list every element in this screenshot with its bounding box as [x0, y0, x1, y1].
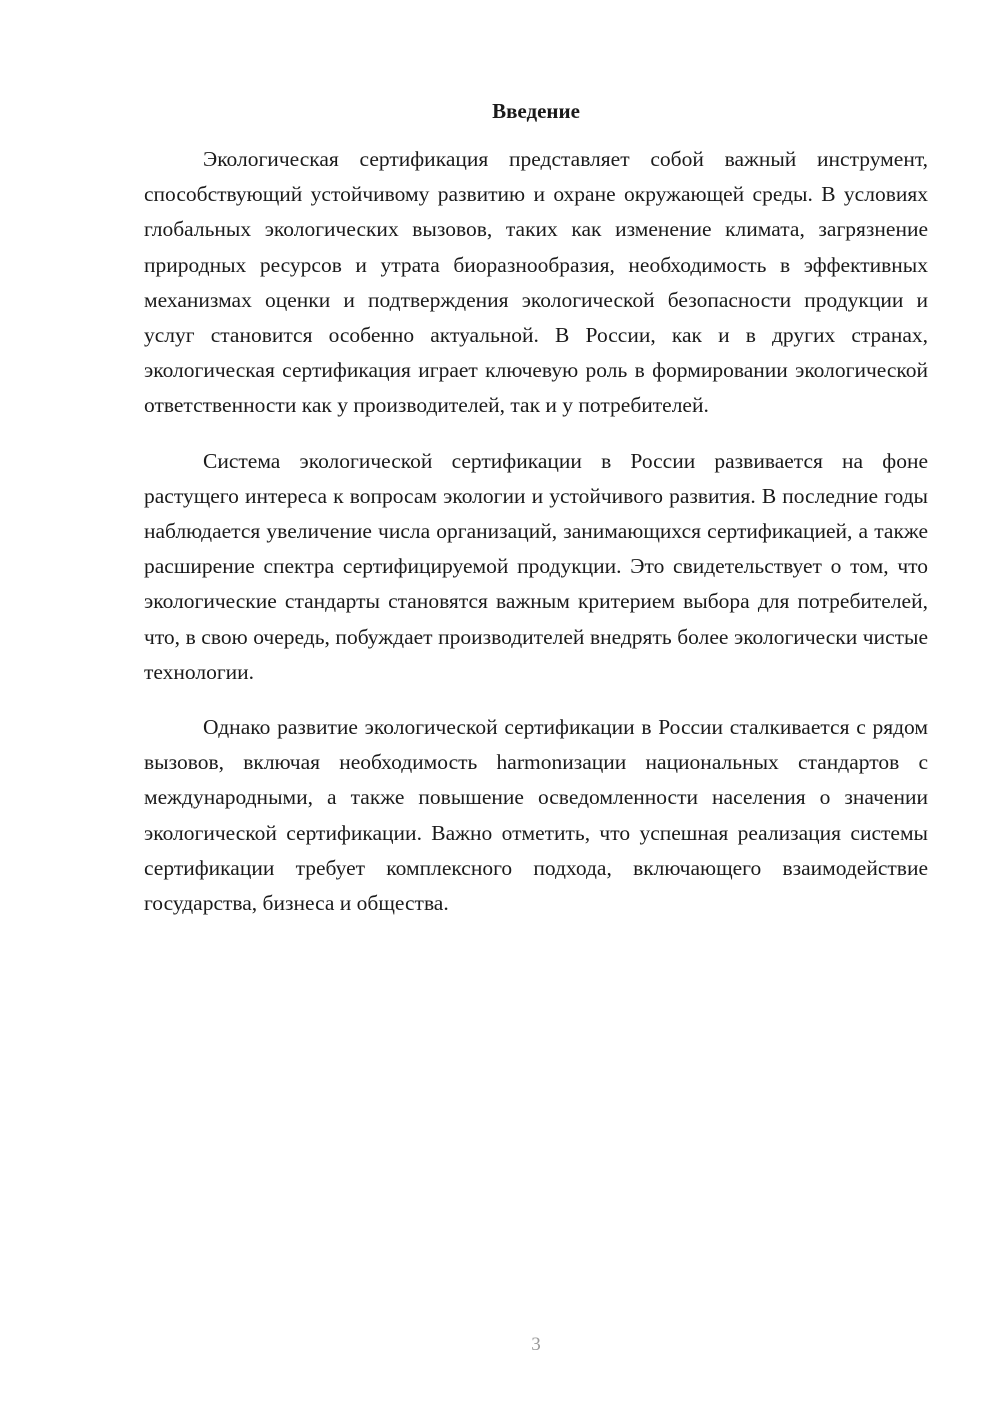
paragraph-1: Экологическая сертификация представляет собой важный инструмент, способствующий устойчивому развитию и охране окружающей среды. В условиях глобальных экологических вызовов, таких как изменение климата, загрязнение природных ресурсов и утрата биоразнообразия, необходимость в эффективных механизмах оценки и подтверждения экологической безопасности продукции и услуг становится особенно актуальной. В России, как и в других странах, экологическая сертификация играет ключевую роль в формировании экологической ответственности как у производителей, так и у потребителей. — [144, 147, 928, 418]
paragraph-3: Однако развитие экологической сертификации в России сталкивается с рядом вызовов, включая необходимость harmonизации национальных стандартов с международными, а также повышение осведомленности населения о значении экологической сертификации. Важно отметить, что успешная реализация системы сертификации требует комплексного подхода, включающего взаимодействие государства, бизнеса и общества. — [144, 715, 928, 916]
paragraph-2: Система экологической сертификации в России развивается на фоне растущего интереса к вопросам экологии и устойчивого развития. В последние годы наблюдается увеличение числа организаций, занимающихся сертификацией, а также расширение спектра сертифицируемой продукции. Это свидетельствует о том, что экологические стандарты становятся важным критерием выбора для потребителей, что, в свою очередь, побуждает производителей внедрять более экологически чистые технологии. — [144, 448, 928, 684]
page-number: 3 — [531, 1334, 541, 1355]
body-text — [144, 142, 928, 941]
section-title: Введение — [492, 99, 580, 123]
